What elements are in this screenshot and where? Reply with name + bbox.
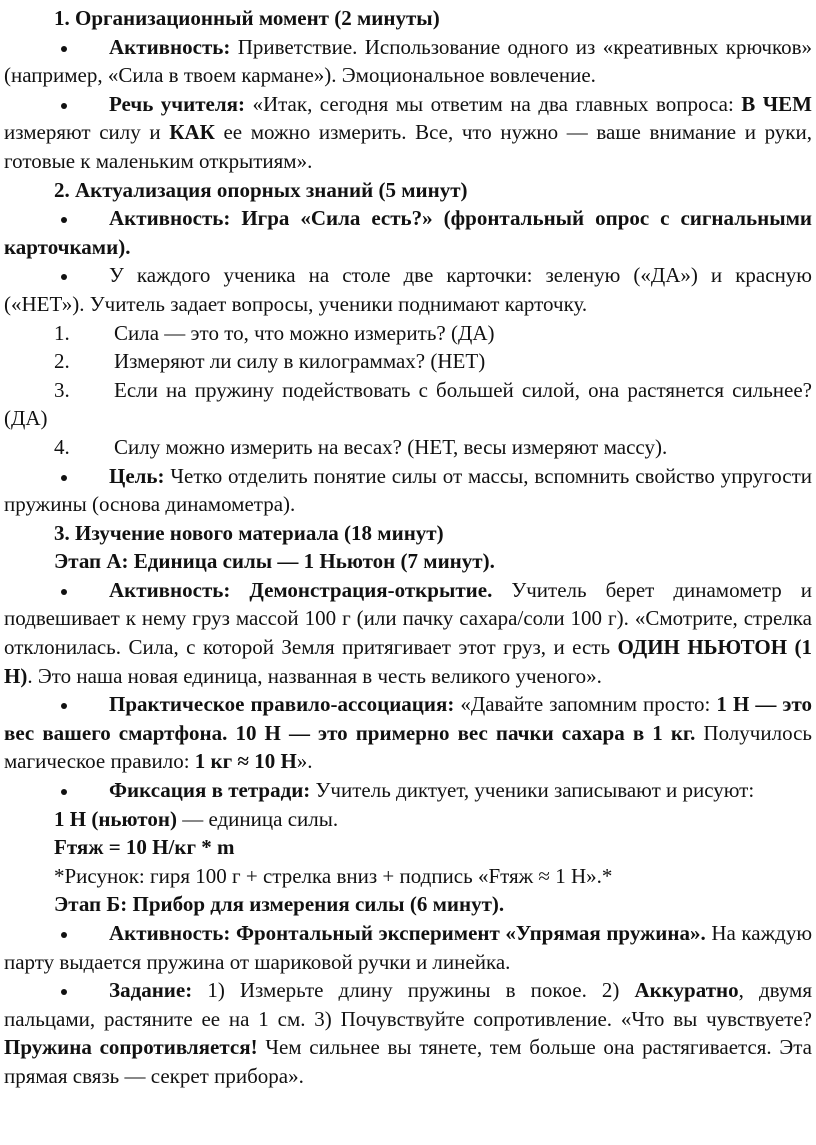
question-item	[4, 347, 812, 376]
emphasis-text: ОДИН НЬЮТОН (1 Н)	[4, 635, 813, 688]
question-number: 3.	[54, 377, 70, 402]
definition-term: 1 Н (ньютон)	[54, 806, 177, 831]
bullet-label: Фиксация в тетради:	[109, 778, 311, 803]
bullet-text: 1) Измерьте длину пружины в покое. 2)	[192, 978, 635, 1003]
formula: Fтяж = 10 Н/кг * m	[54, 835, 235, 860]
bullet-text: Четко отделить понятие силы от массы, вспомнить свойство упругости пружины (основа динамометра).	[4, 463, 812, 517]
bullet-dot-icon	[61, 217, 67, 223]
bullet-demonstration	[4, 576, 812, 690]
question-text: Если на пружину подействовать с большей силой, она растянется сильнее? (ДА)	[4, 377, 812, 431]
definition-line	[4, 805, 812, 834]
emphasis-text: В ЧЕМ	[741, 91, 812, 116]
bullet-text: измеряют силу и	[4, 120, 170, 145]
formula-line	[4, 833, 812, 862]
bullet-text: Учитель берет динамометр и подвешивает к нему груз массой 100 г (или пачку сахара/соли 100 г). «Смотрите, стрелка отклонилась. Сила, с которой Земля притягивает этот груз, и есть	[4, 577, 812, 660]
bullet-activity-greeting	[4, 33, 812, 90]
bullet-text: Приветствие. Использование одного из «креативных крючков» (например, «Сила в твоем кармане»). Эмоциональное вовлечение.	[4, 34, 812, 88]
question-text: Сила — это то, что можно измерить? (ДА)	[114, 320, 495, 345]
question-number: 4.	[54, 434, 70, 459]
bullet-dot-icon	[61, 103, 67, 109]
question-item	[4, 433, 812, 462]
definition-text: — единица силы.	[176, 806, 339, 831]
bullet-dot-icon	[61, 475, 67, 481]
bullet-text: ее можно измерить. Все, что нужно — ваше внимание и руки, готовые к маленьким открытиям».	[4, 120, 812, 173]
emphasis-text: Пружина сопротивляется!	[4, 1035, 258, 1060]
stage-b-heading: Этап Б: Прибор для измерения силы (6 минут).	[54, 892, 505, 917]
bullet-text: На каждую парту выдается пружина от шариковой ручки и линейка.	[4, 921, 813, 974]
bullet-text: Получилось магическое правило:	[4, 720, 812, 774]
bullet-text: «Давайте запомним просто:	[454, 692, 717, 717]
bullet-dot-icon	[61, 589, 67, 595]
picture-note: *Рисунок: гиря 100 г + стрелка вниз + подпись «Fтяж ≈ 1 Н».*	[54, 863, 613, 888]
question-number: 1.	[54, 320, 70, 345]
bullet-text: У каждого ученика на столе две карточки: зеленую («ДА») и красную («НЕТ»). Учитель задает вопросы, ученики поднимают карточку.	[4, 263, 812, 316]
section-3-heading: 3. Изучение нового материала (18 минут)	[54, 520, 444, 545]
bullet-dot-icon	[61, 46, 67, 52]
bullet-label: Практическое правило-ассоциация:	[109, 692, 455, 717]
emphasis-text: 1 кг ≈ 10 Н	[194, 749, 297, 774]
bullet-practical-rule	[4, 690, 812, 776]
bullet-teacher-speech	[4, 90, 812, 176]
bullet-text: . Это наша новая единица, названная в честь великого ученого».	[27, 663, 602, 688]
bullet-goal	[4, 462, 812, 519]
emphasis-text: КАК	[169, 120, 215, 145]
question-item	[4, 376, 812, 433]
bullet-text: «Итак, сегодня мы ответим на два главных вопроса:	[244, 91, 742, 116]
bullet-label: Цель:	[109, 463, 165, 488]
section-2-heading: 2. Актуализация опорных знаний (5 минут)	[54, 177, 468, 202]
stage-a-heading: Этап А: Единица силы — 1 Ньютон (7 минут).	[54, 549, 495, 574]
bullet-label: Активность: Демонстрация-открытие.	[109, 577, 493, 602]
question-text: Измеряют ли силу в килограммах? (НЕТ)	[114, 349, 486, 374]
question-number: 2.	[54, 349, 70, 374]
bullet-dot-icon	[61, 789, 67, 795]
emphasis-text: Аккуратно	[634, 978, 739, 1003]
bullet-label: Активность: Фронтальный эксперимент «Упрямая пружина».	[109, 921, 706, 945]
bullet-label: Активность: Игра «Сила есть?» (фронтальный опрос с сигнальными карточками).	[4, 206, 812, 259]
bullet-dot-icon	[61, 274, 67, 280]
bullet-text: Учитель диктует, ученики записывают и рисуют:	[310, 778, 755, 803]
question-item	[4, 319, 812, 348]
bullet-dot-icon	[61, 932, 67, 938]
bullet-dot-icon	[61, 989, 67, 995]
bullet-label: Активность:	[109, 34, 231, 59]
bullet-experiment	[4, 919, 812, 976]
bullet-notebook	[4, 776, 812, 805]
bullet-text: ».	[296, 749, 313, 774]
section-1-heading: 1. Организационный момент (2 минуты)	[54, 6, 440, 30]
bullet-text: , двумя пальцами, растяните ее на 1 см. 3) Почувствуйте сопротивление. «Что вы чувствуете?	[4, 978, 812, 1031]
bullet-task	[4, 976, 812, 1090]
bullet-label: Задание:	[109, 978, 193, 1003]
bullet-text: Чем сильнее вы тянете, тем больше она растягивается. Эта прямая связь — секрет прибора».	[4, 1035, 812, 1088]
bullet-label: Речь учителя:	[109, 91, 245, 116]
bullet-cards	[4, 261, 812, 318]
bullet-dot-icon	[61, 703, 67, 709]
emphasis-text: 1 Н — это вес вашего смартфона. 10 Н — это примерно вес пачки сахара в 1 кг.	[4, 692, 812, 745]
question-text: Силу можно измерить на весах? (НЕТ, весы измеряют массу).	[114, 434, 668, 459]
bullet-activity-game	[4, 204, 812, 261]
